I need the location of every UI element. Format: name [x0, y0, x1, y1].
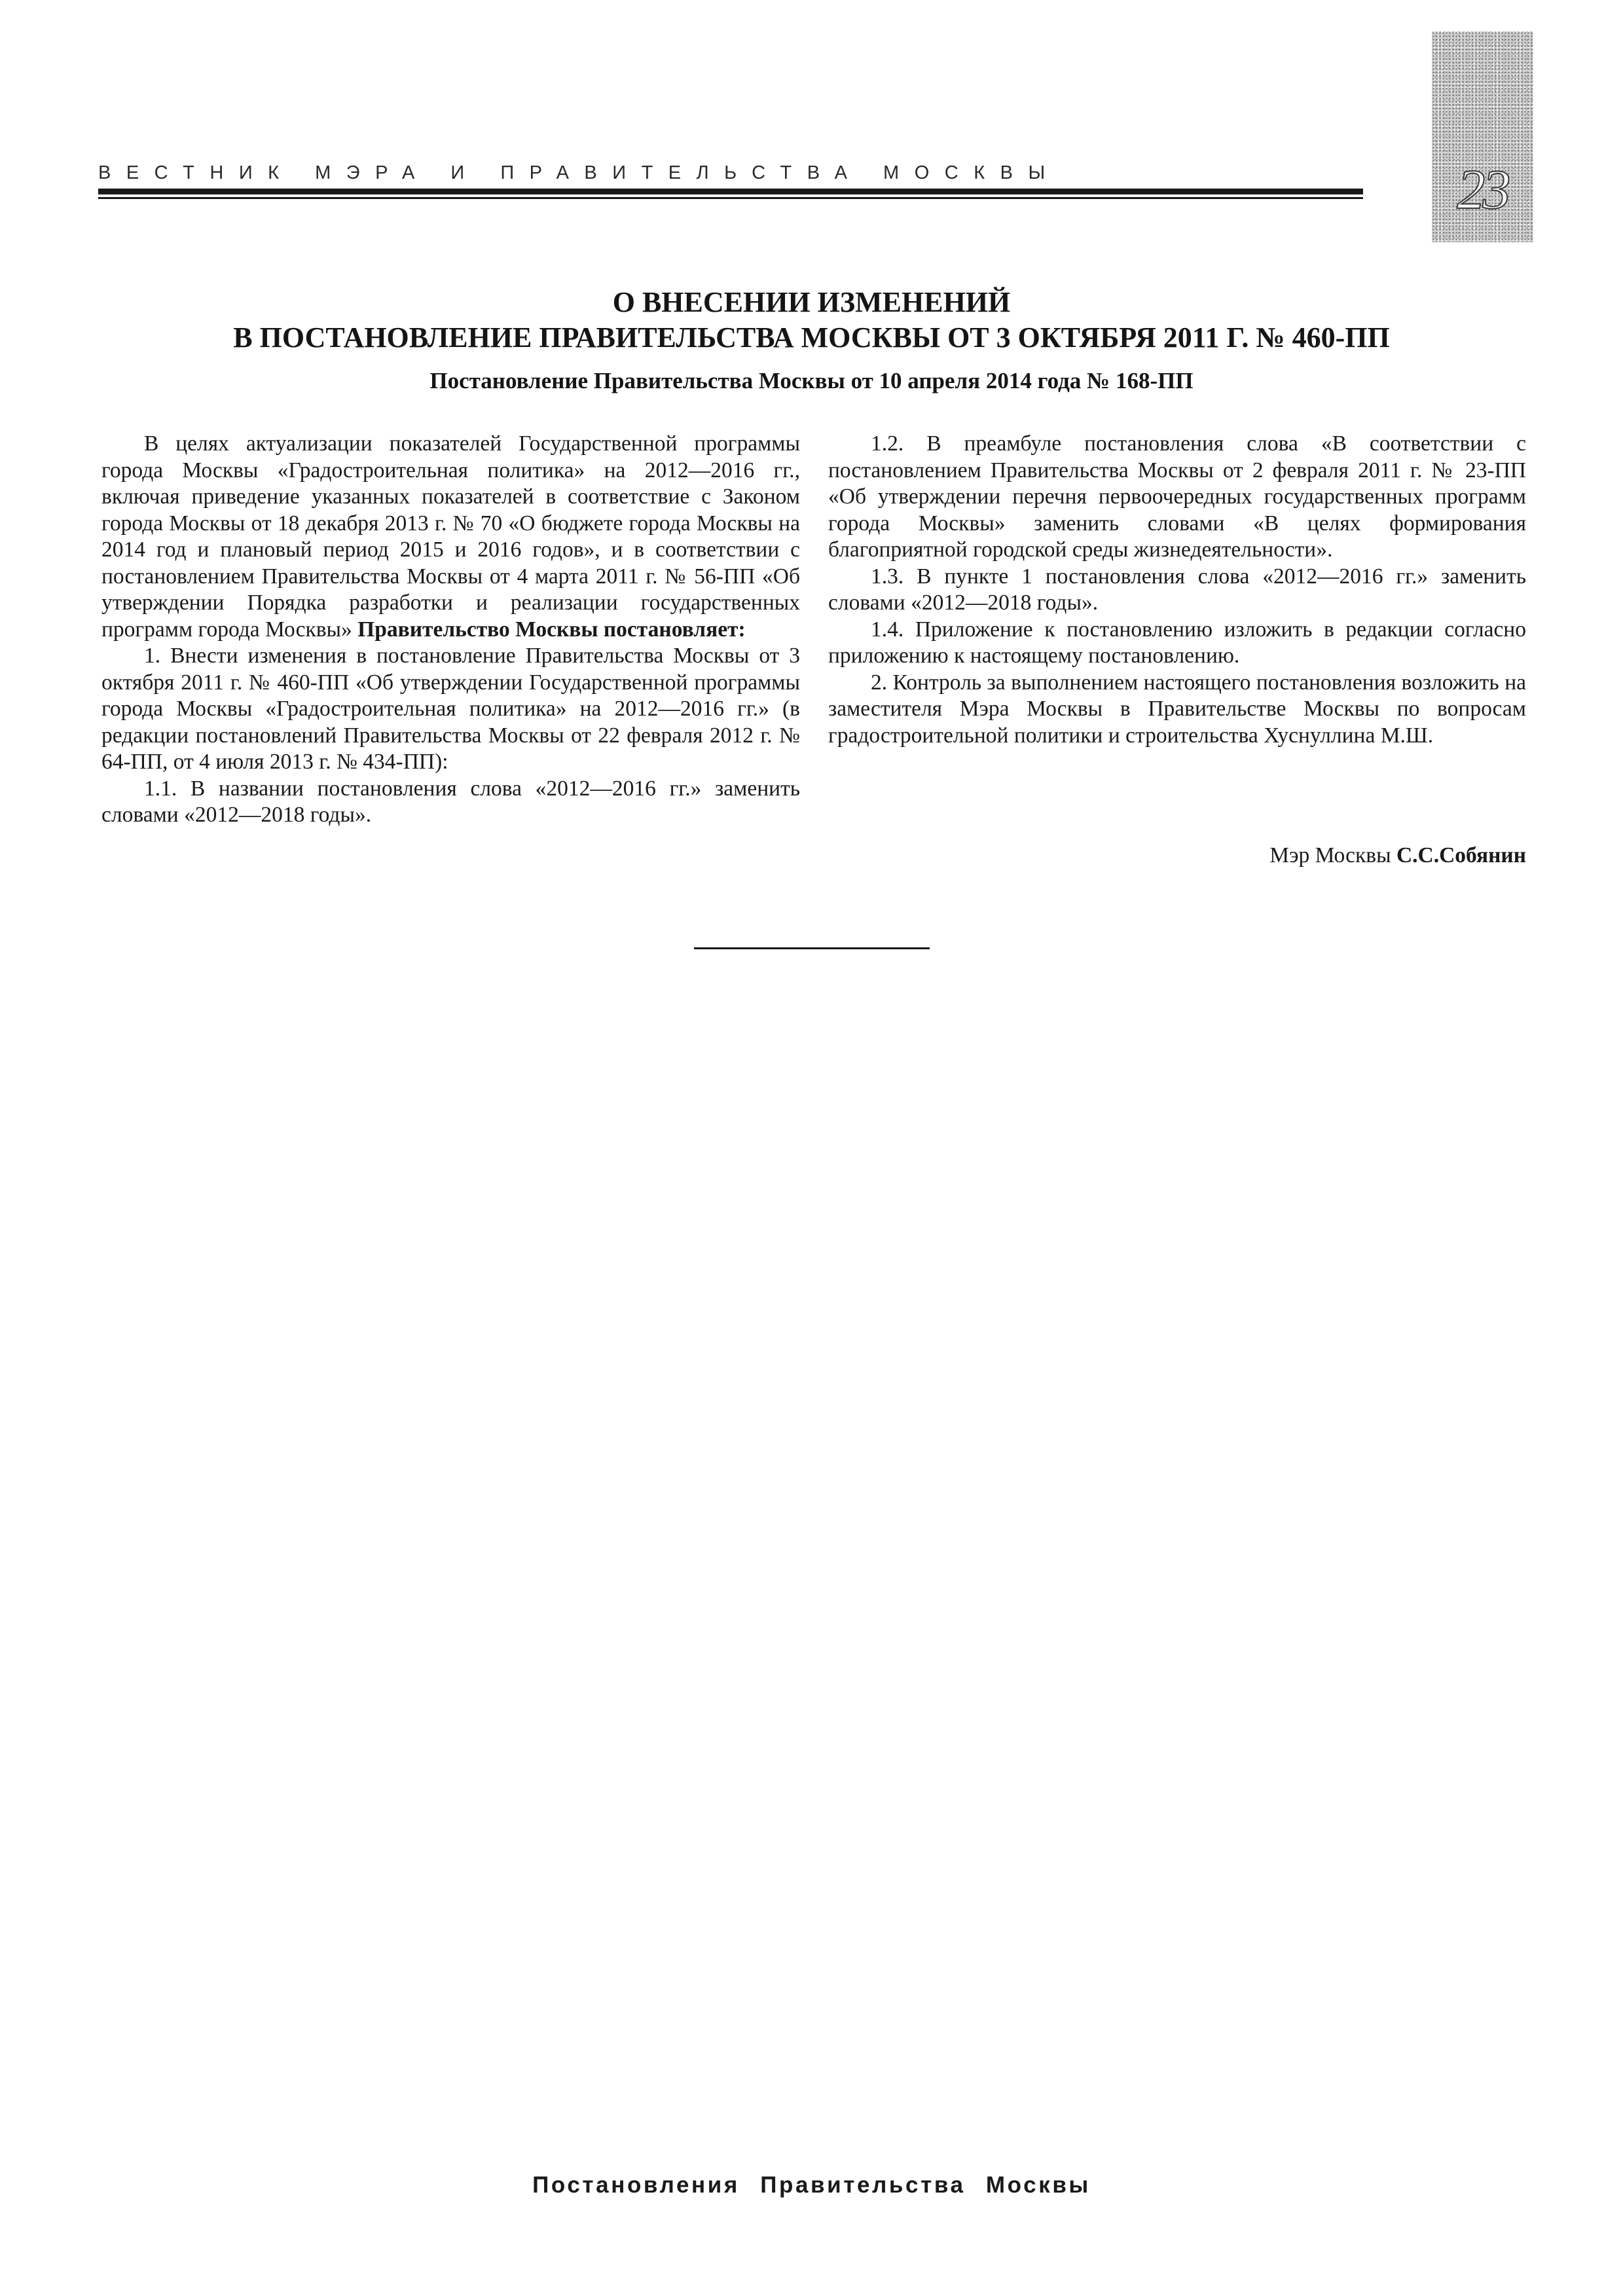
page-number: 23 [1457, 158, 1508, 221]
header-rule-thick [98, 189, 1363, 194]
paragraph-preamble [101, 431, 800, 643]
body-left-column [101, 431, 800, 829]
header-rule-thin [98, 197, 1363, 199]
paragraph-item-1: 1. Внести изменения в постановление Правительства Москвы от 3 октября 2011 г. № 460-ПП «Об утверждении Государственной программы города Москвы «Градостроительная политика» на 2012—2016 гг.» (в редакции постановлений Правительства Москвы от 22 февраля 2012 г. № 64-ПП, от 4 июля 2013 г. № 434-ПП): [101, 644, 800, 774]
paragraph-item-1-3: 1.3. В пункте 1 постановления слова «2012—2016 гг.» заменить словами «2012—2018 годы». [828, 564, 1526, 615]
preamble-text: В целях актуализации показателей Государственной программы города Москвы «Градостроительная политика» на 2012—2016 гг., включая приведение указанных показателей в соответствие с Законом города Москвы от 18 декабря 2013 г. № 70 «О бюджете города Москвы на 2014 год и плановый период 2015 и 2016 годов», и в соответствии с постановлением Правительства Москвы от 4 марта 2011 г. № 56-ПП «Об утверждении Порядка разработки и реализации государственных программ города Москвы» [101, 431, 800, 642]
page-number-badge [1432, 31, 1533, 242]
signature-name: С.С.Собянин [1396, 843, 1526, 867]
document-title-line-1: О ВНЕСЕНИИ ИЗМЕНЕНИЙ [612, 286, 1011, 318]
body-right-column [828, 431, 1526, 749]
signature-position: Мэр Москвы [1269, 843, 1391, 867]
document-title-line-2: В ПОСТАНОВЛЕНИЕ ПРАВИТЕЛЬСТВА МОСКВЫ ОТ 3 ОКТЯБРЯ 2011 Г. № 460-ПП [233, 321, 1390, 354]
document-subtitle: Постановление Правительства Москвы от 10 апреля 2014 года № 168-ПП [429, 368, 1194, 393]
signature [828, 843, 1526, 869]
running-head-title: ВЕСТНИК МЭРА И ПРАВИТЕЛЬСТВА МОСКВЫ [98, 162, 1061, 183]
paragraph-item-2: 2. Контроль за выполнением настоящего постановления возложить на заместителя Мэра Москвы в Правительстве Москвы по вопросам градостроительной политики и строительства Хуснуллина М.Ш. [828, 670, 1526, 748]
paragraph-item-1-2: 1.2. В преамбуле постановления слова «В соответствии с постановлением Правительства Москвы от 2 февраля 2011 г. № 23-ПП «Об утверждении перечня первоочередных государственных программ города Москвы» заменить словами «В целях формирования благоприятной городской среды жизнедеятельности». [828, 431, 1526, 562]
footer-section-title: Постановления Правительства Москвы [532, 2172, 1091, 2198]
paragraph-item-1-1: 1.1. В названии постановления слова «2012—2016 гг.» заменить словами «2012—2018 годы». [101, 776, 800, 827]
preamble-resolution: Правительство Москвы постановляет: [357, 617, 746, 642]
paragraph-item-1-4: 1.4. Приложение к постановлению изложить в редакции согласно приложению к настоящему постановлению. [828, 617, 1526, 668]
document-end-rule [694, 947, 930, 949]
